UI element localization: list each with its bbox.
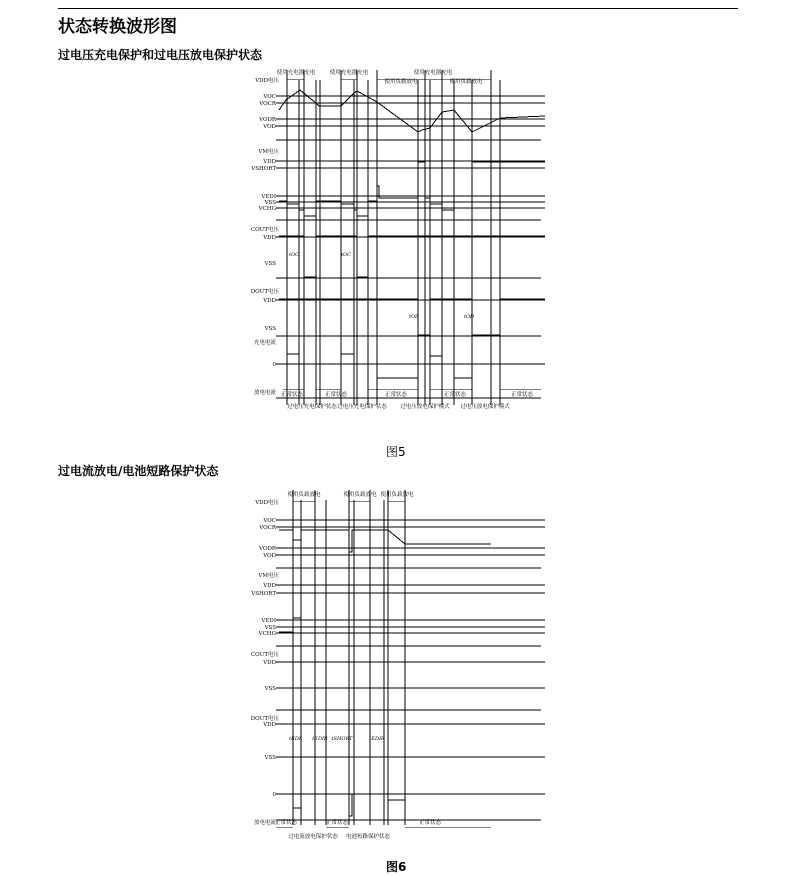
delay-label: tEDIR [312,736,328,742]
state-label: 正常状态 [324,392,348,398]
vdd-voltage-label: VDD电压 [255,500,279,506]
level-label: VEDI [261,194,276,200]
charge-current-label: 充电电流 [253,340,276,346]
level-label: VDD [263,235,276,241]
annotation: 使用充电器充电 [329,70,369,76]
figure-6-timing-diagram [0,480,793,850]
top-rule [58,8,738,9]
annotation: 使用充电器充电 [276,70,316,76]
level-label: VSS [264,200,276,206]
discharge-current-label: 放电电流 [253,820,276,826]
state-label: 正常状态 [325,820,349,826]
discharge-current-label: 放电电流 [253,390,276,396]
annotation: 使用负载放电 [343,492,377,498]
level-label: VEDI [261,618,276,624]
level-label: VSS [264,625,276,631]
zero-label: 0 [272,362,276,368]
state-label: 正常状态 [384,392,408,398]
annotation: 使用负载放电 [384,79,418,85]
delay-label: tOD [408,314,420,320]
protection-state-label: 过电压放电保护模式 [460,404,510,410]
vdd-voltage-label: VDD电压 [255,78,279,84]
cout-voltage-label: COUT电压 [250,652,279,658]
level-label: VOC [263,94,276,100]
state-label: 正常状态 [510,392,534,398]
delay-label: tEDI [289,736,301,742]
protection-state-label: 过电流放电保护状态 [288,834,338,840]
level-label: VDD [263,298,276,304]
protection-state-label: 过电压充电保护状态 [337,404,387,410]
level-label: VODR [259,117,276,123]
level-label: VDD [263,583,276,589]
annotation: 使用充电器充电 [413,70,453,76]
cout-voltage-label: COUT电压 [250,227,279,233]
level-label: VOC [263,518,276,524]
annotation: 使用负载放电 [380,492,414,498]
protection-state-label: 电池短路保护状态 [345,834,391,840]
level-label: VDD [263,159,276,165]
delay-label: tOD [463,314,475,320]
delay-label: tOC [289,252,299,258]
state-label: 正常状态 [443,392,467,398]
level-label: VDD [263,722,276,728]
vm-voltage-label: VM电压 [258,149,279,155]
figure-5-caption: 图5 [386,445,406,459]
level-label: VOD [263,553,276,559]
figure-5-timing-diagram [0,60,793,430]
level-label: VSS [264,686,276,692]
level-label: VSS [264,326,276,332]
vm-voltage-label: VM电压 [258,573,279,579]
dout-voltage-label: DOUT电压 [250,289,279,295]
dout-voltage-label: DOUT电压 [250,716,279,722]
protection-state-label: 过电压放电保护模式 [400,404,450,410]
annotation: 使用负载放电 [449,79,483,85]
annotation: 使用负载放电 [287,492,321,498]
level-label: VOD [263,124,276,130]
protection-state-label: 过电压充电保护状态 [287,404,337,410]
delay-label: tOC [341,252,351,258]
section-title-overvoltage: 过电压充电保护和过电压放电保护状态 [58,48,263,62]
level-label: VSHORT [251,591,276,597]
level-label: VDD [263,660,276,666]
delay-label: tEDIR [369,736,385,742]
zero-label: 0 [272,792,276,798]
level-label: VCHG [258,206,276,212]
level-label: VOCR [259,101,276,107]
state-label: 正常状态 [418,820,442,826]
delay-label: tSHORT [331,736,353,742]
level-label: VSS [264,755,276,761]
state-label: 正常状态 [274,820,298,826]
level-label: VODR [259,546,276,552]
level-label: VCHG [258,631,276,637]
state-label: 正常状态 [280,392,304,398]
level-label: VOCR [259,525,276,531]
section-title-overcurrent: 过电流放电/电池短路保护状态 [58,464,219,478]
level-label: VSS [264,261,276,267]
page-heading: 状态转换波形图 [58,17,177,37]
level-label: VSHORT [251,166,276,172]
figure-6-caption: 图6 [386,860,407,874]
